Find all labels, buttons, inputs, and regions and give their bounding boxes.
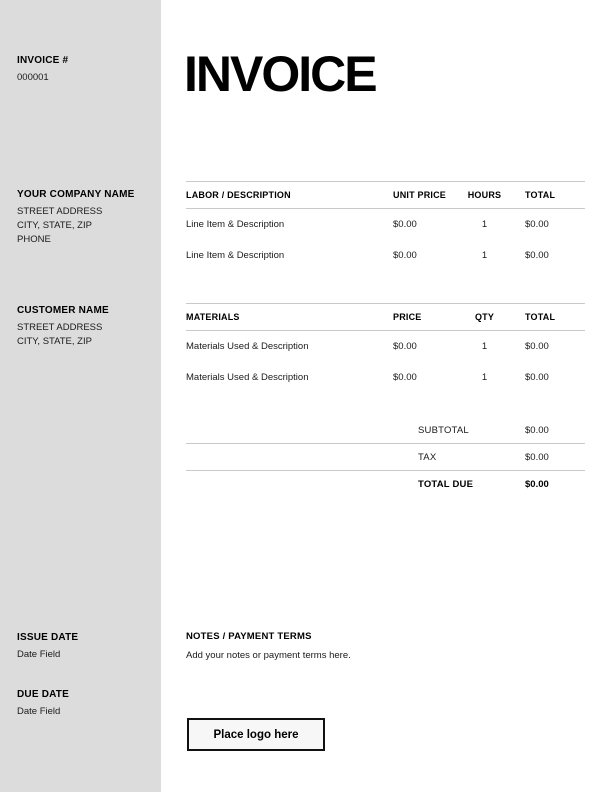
labor-row-hours: 1 xyxy=(481,219,488,230)
labor-row-hours: 1 xyxy=(481,250,488,261)
labor-row-total: $0.00 xyxy=(525,219,549,230)
materials-header-total: TOTAL xyxy=(525,312,556,322)
company-name: YOUR COMPANY NAME xyxy=(17,189,135,200)
labor-row-description: Line Item & Description xyxy=(186,250,285,261)
subtotal-row xyxy=(186,417,585,444)
labor-header-total: TOTAL xyxy=(525,190,556,200)
labor-header-description: LABOR / DESCRIPTION xyxy=(186,190,291,200)
invoice-number-block xyxy=(17,54,153,85)
materials-header-qty: QTY xyxy=(474,312,495,322)
labor-table xyxy=(186,181,585,271)
materials-row-price: $0.00 xyxy=(393,372,417,383)
labor-header-unit-price: UNIT PRICE xyxy=(393,190,447,200)
labor-table-row xyxy=(186,240,585,271)
subtotal-value: $0.00 xyxy=(525,424,549,436)
labor-row-total: $0.00 xyxy=(525,250,549,261)
due-date-label: DUE DATE xyxy=(17,689,69,700)
issue-date-block xyxy=(17,631,153,662)
total-due-value: $0.00 xyxy=(525,479,549,490)
customer-city-state-zip: CITY, STATE, ZIP xyxy=(17,336,92,347)
tax-row xyxy=(186,444,585,471)
tax-label: TAX xyxy=(418,451,437,463)
issue-date-value: Date Field xyxy=(17,649,61,660)
company-city-state-zip: CITY, STATE, ZIP xyxy=(17,220,92,231)
company-phone: PHONE xyxy=(17,234,51,245)
customer-street: STREET ADDRESS xyxy=(17,322,103,333)
notes-text: Add your notes or payment terms here. xyxy=(186,650,351,661)
materials-row-description: Materials Used & Description xyxy=(186,372,309,383)
issue-date-label: ISSUE DATE xyxy=(17,632,79,643)
tax-value: $0.00 xyxy=(525,451,549,463)
totals-summary xyxy=(186,417,585,498)
sidebar xyxy=(0,0,161,792)
notes-section xyxy=(186,631,546,661)
materials-row-total: $0.00 xyxy=(525,341,549,352)
due-date-block xyxy=(17,688,153,719)
invoice-number-label: INVOICE # xyxy=(17,55,69,66)
materials-row-price: $0.00 xyxy=(393,341,417,352)
customer-info-block xyxy=(17,304,153,349)
materials-row-qty: 1 xyxy=(481,341,488,352)
customer-name: CUSTOMER NAME xyxy=(17,305,109,316)
labor-header-hours: HOURS xyxy=(467,190,502,200)
company-street: STREET ADDRESS xyxy=(17,206,103,217)
invoice-number-value: 000001 xyxy=(17,72,49,83)
materials-row-total: $0.00 xyxy=(525,372,549,383)
materials-table-row xyxy=(186,331,585,362)
materials-row-qty: 1 xyxy=(481,372,488,383)
labor-row-description: Line Item & Description xyxy=(186,219,285,230)
materials-table xyxy=(186,303,585,393)
due-date-value: Date Field xyxy=(17,706,61,717)
subtotal-label: SUBTOTAL xyxy=(418,424,469,436)
materials-table-header xyxy=(186,303,585,331)
page-title: INVOICE xyxy=(184,46,376,102)
logo-placeholder-box[interactable] xyxy=(187,718,325,751)
total-due-label: TOTAL DUE xyxy=(418,479,474,490)
notes-label: NOTES / PAYMENT TERMS xyxy=(186,631,312,642)
company-info-block xyxy=(17,188,153,247)
labor-row-unit-price: $0.00 xyxy=(393,250,417,261)
materials-table-row xyxy=(186,362,585,393)
labor-table-header xyxy=(186,181,585,209)
labor-table-row xyxy=(186,209,585,240)
materials-row-description: Materials Used & Description xyxy=(186,341,309,352)
logo-placeholder-text: Place logo here xyxy=(213,728,299,741)
total-due-row xyxy=(186,471,585,498)
materials-header-price: PRICE xyxy=(393,312,422,322)
materials-header-description: MATERIALS xyxy=(186,312,240,322)
labor-row-unit-price: $0.00 xyxy=(393,219,417,230)
